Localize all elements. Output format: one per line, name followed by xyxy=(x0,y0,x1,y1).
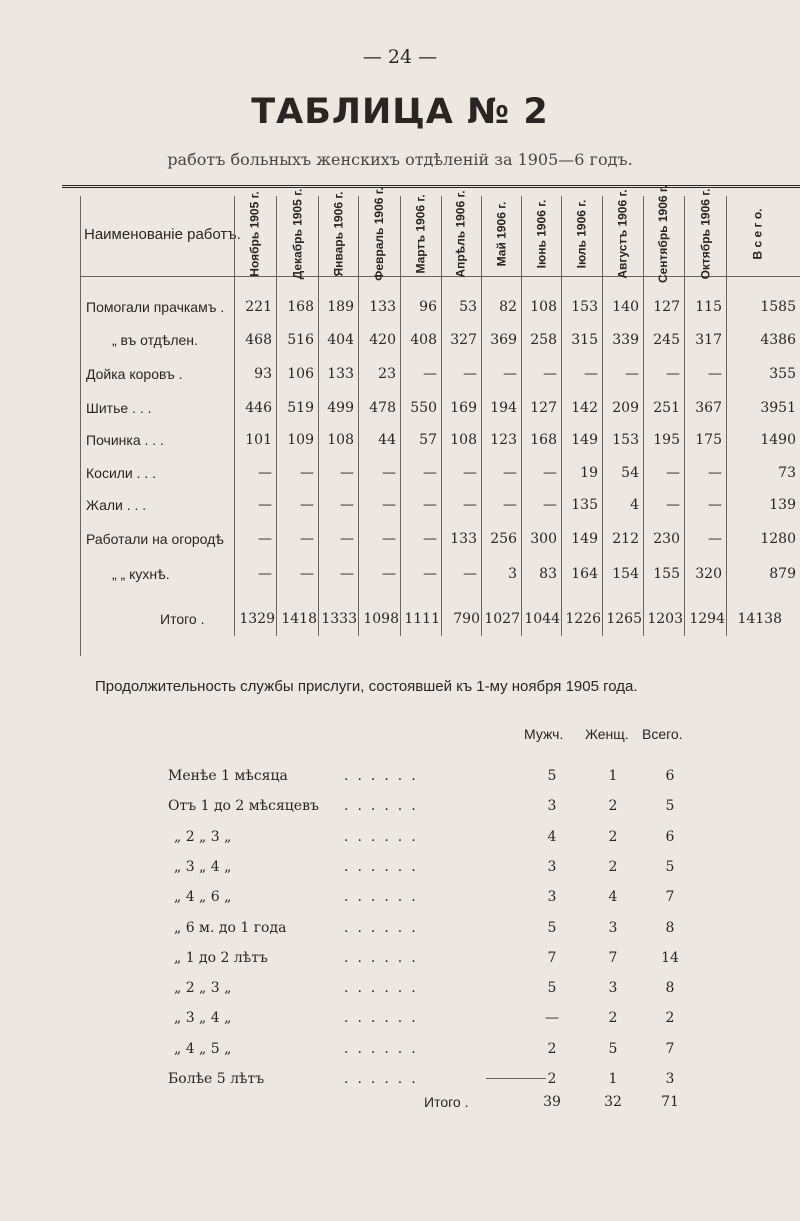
service-duration-title: Продолжительность службы прислуги, состоявшей къ 1-му ноября 1905 года. xyxy=(95,678,638,695)
table1-cell: 127 xyxy=(530,400,557,416)
table1-cell: 468 xyxy=(245,332,272,348)
table1-cell: 209 xyxy=(612,400,639,416)
table1-cell: 3951 xyxy=(760,400,796,416)
table1-row-label: Косили . . . xyxy=(86,465,157,481)
table1-column-header: Августъ 1906 г. xyxy=(615,189,630,279)
service-cell: 7 xyxy=(665,889,675,905)
service-cell: 3 xyxy=(608,920,618,936)
table1-cell: 189 xyxy=(327,299,354,315)
table1-cell: 108 xyxy=(530,299,557,315)
table1-cell: 96 xyxy=(419,299,437,315)
service-row-label: „ 3 „ 4 „ xyxy=(174,1010,232,1026)
table1-cell: — xyxy=(625,366,639,382)
service-cell: 6 xyxy=(665,768,675,784)
table1-cell: 82 xyxy=(499,299,517,315)
table1-cell: 1280 xyxy=(760,531,796,547)
table1-cell: 139 xyxy=(769,497,796,513)
service-total-cell: 39 xyxy=(543,1094,561,1110)
table1-total-cell: 1265 xyxy=(606,611,642,627)
service-cell: 2 xyxy=(547,1071,557,1087)
table1-cell: — xyxy=(300,465,314,481)
table1-cell: — xyxy=(708,465,722,481)
table1-cell: 23 xyxy=(378,366,396,382)
service-row-label: „ 2 „ 3 „ xyxy=(174,829,232,845)
table1-cell: 169 xyxy=(450,400,477,416)
table1-cell: 153 xyxy=(612,432,639,448)
table1-cell: 73 xyxy=(778,465,796,481)
table1-cell: — xyxy=(423,531,437,547)
page-title: ТАБЛИЦА № 2 xyxy=(251,92,549,132)
service-cell: 6 xyxy=(665,829,675,845)
table1-cell: 44 xyxy=(378,432,396,448)
table1-cell: — xyxy=(463,497,477,513)
table1-cell: — xyxy=(708,366,722,382)
table1-column-header: Апрѣль 1906 г. xyxy=(454,190,469,278)
table1-cell: 115 xyxy=(695,299,722,315)
service-cell: 2 xyxy=(665,1010,675,1026)
leader-dots: ...... xyxy=(344,768,425,784)
table1-cell: — xyxy=(708,531,722,547)
table1-cell: 4386 xyxy=(760,332,796,348)
table1-cell: — xyxy=(708,497,722,513)
table1-cell: 230 xyxy=(653,531,680,547)
table1-cell: 519 xyxy=(287,400,314,416)
table1-cell: 367 xyxy=(695,400,722,416)
table1-cell: — xyxy=(503,465,517,481)
table1-cell: — xyxy=(543,366,557,382)
table1-cell: 106 xyxy=(287,366,314,382)
leader-dots: ...... xyxy=(344,950,425,966)
leader-dots: ...... xyxy=(344,1010,425,1026)
table1-cell: 369 xyxy=(490,332,517,348)
service-total-cell: 32 xyxy=(604,1094,622,1110)
service-cell: 4 xyxy=(608,889,618,905)
table1-total-cell: 1333 xyxy=(321,611,357,627)
table1-cell: 168 xyxy=(287,299,314,315)
table1-cell: 212 xyxy=(612,531,639,547)
service-cell: 2 xyxy=(608,1010,618,1026)
table1-cell: 194 xyxy=(490,400,517,416)
table1-column-header: Мартъ 1906 г. xyxy=(413,194,428,274)
table1-cell: — xyxy=(543,465,557,481)
table1-cell: 93 xyxy=(254,366,272,382)
service-row-label: Болѣе 5 лѣтъ xyxy=(168,1071,265,1087)
service-cell: 8 xyxy=(665,920,675,936)
table1-cell: 3 xyxy=(508,566,517,582)
table1-total-cell: 1098 xyxy=(363,611,399,627)
service-cell: 5 xyxy=(608,1041,618,1057)
table1-cell: 1585 xyxy=(760,299,796,315)
table1-row-label: Шитье . . . xyxy=(86,400,152,416)
service-cell: 3 xyxy=(665,1071,675,1087)
table1-total-cell: 1044 xyxy=(524,611,560,627)
service-row-label: Отъ 1 до 2 мѣсяцевъ xyxy=(168,798,319,814)
service-cell: 7 xyxy=(547,950,557,966)
table1-cell: 355 xyxy=(769,366,796,382)
table-top-rule xyxy=(62,185,800,188)
table1-cell: 123 xyxy=(490,432,517,448)
service-total-label: Итого . xyxy=(424,1094,469,1110)
leader-dots: ...... xyxy=(344,798,425,814)
leader-dots: ...... xyxy=(344,859,425,875)
table1-cell: — xyxy=(503,497,517,513)
leader-dots: ...... xyxy=(344,980,425,996)
service-row-label: Менѣе 1 мѣсяца xyxy=(168,768,288,784)
table1-cell: 1490 xyxy=(760,432,796,448)
leader-dots: ...... xyxy=(344,889,425,905)
table1-cell: 108 xyxy=(450,432,477,448)
table1-column-header: Іюль 1906 г. xyxy=(574,199,589,269)
table1-cell: 135 xyxy=(571,497,598,513)
table1-cell: 300 xyxy=(530,531,557,547)
table1-total-cell: 1329 xyxy=(239,611,275,627)
table1-cell: — xyxy=(300,497,314,513)
table1-cell: — xyxy=(300,566,314,582)
table1-cell: 4 xyxy=(630,497,639,513)
table1-total-cell: 14138 xyxy=(737,611,782,627)
table1-cell: 108 xyxy=(327,432,354,448)
service-cell: 2 xyxy=(608,859,618,875)
table1-row-label: Дойка коровъ . xyxy=(86,366,183,382)
table1-cell: 127 xyxy=(653,299,680,315)
table1-cell: 133 xyxy=(327,366,354,382)
table1-cell: 83 xyxy=(539,566,557,582)
table1-cell: — xyxy=(463,566,477,582)
table1-name-header: Наименованіе работъ. xyxy=(84,226,241,243)
service-cell: 4 xyxy=(547,829,557,845)
table1-cell: 550 xyxy=(410,400,437,416)
table1-column-header: Сентябрь 1906 г. xyxy=(656,184,671,284)
table1-cell: 221 xyxy=(245,299,272,315)
page-subtitle: работъ больныхъ женскихъ отдѣленій за 1905—6 годъ. xyxy=(167,150,633,169)
table1-cell: 195 xyxy=(653,432,680,448)
table1-cell: — xyxy=(463,366,477,382)
service-cell: 5 xyxy=(547,980,557,996)
table1-row-label: „ „ кухнѣ. xyxy=(112,566,170,582)
table1-cell: — xyxy=(340,465,354,481)
table1-cell: 53 xyxy=(459,299,477,315)
table1-cell: 133 xyxy=(369,299,396,315)
table1-cell: 315 xyxy=(571,332,598,348)
table1-cell: 516 xyxy=(287,332,314,348)
table1-cell: — xyxy=(382,566,396,582)
table1-row-label: Жали . . . xyxy=(86,497,147,513)
table1-total-cell: 1226 xyxy=(565,611,601,627)
table1-cell: 478 xyxy=(369,400,396,416)
service-row-label: „ 1 до 2 лѣтъ xyxy=(174,950,268,966)
table1-cell: — xyxy=(258,566,272,582)
table1-cell: — xyxy=(382,531,396,547)
table1-cell: 258 xyxy=(530,332,557,348)
service-column-header: Женщ. xyxy=(585,726,629,742)
service-cell: 7 xyxy=(665,1041,675,1057)
service-cell: 3 xyxy=(547,889,557,905)
table1-cell: — xyxy=(382,497,396,513)
service-column-header: Всего. xyxy=(642,726,683,742)
leader-dots: ...... xyxy=(344,920,425,936)
service-cell: 5 xyxy=(547,768,557,784)
table1-cell: — xyxy=(543,497,557,513)
service-cell: 3 xyxy=(547,798,557,814)
table1-cell: 327 xyxy=(450,332,477,348)
table1-cell: 140 xyxy=(612,299,639,315)
service-total-cell: 71 xyxy=(661,1094,679,1110)
table1-cell: 317 xyxy=(695,332,722,348)
table1-total-cell: 1111 xyxy=(404,611,440,627)
table1-cell: 153 xyxy=(571,299,598,315)
service-cell: — xyxy=(545,1010,559,1026)
table1-column-header: Іюнь 1906 г. xyxy=(534,199,549,269)
table1-row-label: Починка . . . xyxy=(86,432,164,448)
table1-cell: — xyxy=(423,497,437,513)
service-row-label: „ 4 „ 5 „ xyxy=(174,1041,232,1057)
table1-total-label: Итого . xyxy=(160,611,205,627)
table1-cell: — xyxy=(340,566,354,582)
service-cell: 5 xyxy=(665,798,675,814)
table1-column-header: Май 1906 г. xyxy=(494,201,508,267)
table1-cell: — xyxy=(258,497,272,513)
table1-cell: 320 xyxy=(695,566,722,582)
table1-cell: 420 xyxy=(369,332,396,348)
table1-cell: 101 xyxy=(245,432,272,448)
table1-column-header: Январь 1906 г. xyxy=(331,191,345,277)
table1-cell: 168 xyxy=(530,432,557,448)
table1-row-label: Работали на огородѣ xyxy=(86,531,224,547)
table1-cell: 149 xyxy=(571,432,598,448)
table1-cell: — xyxy=(258,531,272,547)
table1-column-header: Ноябрь 1905 г. xyxy=(248,191,263,277)
table1-cell: 408 xyxy=(410,332,437,348)
table1-column-header: В с е г о. xyxy=(750,208,765,260)
service-cell: 14 xyxy=(661,950,679,966)
table1-cell: — xyxy=(423,366,437,382)
table1-cell: 57 xyxy=(419,432,437,448)
table1-cell: 19 xyxy=(580,465,598,481)
table1-cell: — xyxy=(340,531,354,547)
service-cell: 5 xyxy=(665,859,675,875)
table1-total-cell: 1294 xyxy=(689,611,725,627)
page-number: — 24 — xyxy=(362,46,438,68)
table1-header-rule xyxy=(80,276,800,277)
table1-cell: 251 xyxy=(653,400,680,416)
service-cell: 1 xyxy=(608,768,618,784)
table1-cell: 54 xyxy=(621,465,639,481)
table1-cell: 256 xyxy=(490,531,517,547)
table1-cell: — xyxy=(463,465,477,481)
table1-column-header: Февраль 1906 г. xyxy=(372,187,387,281)
leader-dots: ...... xyxy=(344,1041,425,1057)
table1-total-cell: 1418 xyxy=(281,611,317,627)
table1-cell: 149 xyxy=(571,531,598,547)
service-cell: 3 xyxy=(547,859,557,875)
service-column-header: Мужч. xyxy=(524,726,564,742)
table1-cell: — xyxy=(666,465,680,481)
table1-cell: — xyxy=(258,465,272,481)
table1-cell: — xyxy=(300,531,314,547)
table1-cell: 499 xyxy=(327,400,354,416)
leader-dots: ...... xyxy=(344,829,425,845)
table1-cell: — xyxy=(666,497,680,513)
service-row-label: „ 4 „ 6 „ xyxy=(174,889,232,905)
table1-cell: 164 xyxy=(571,566,598,582)
table1-column-header: Декабрь 1905 г. xyxy=(290,188,305,280)
table1-cell: — xyxy=(584,366,598,382)
service-row-label: „ 3 „ 4 „ xyxy=(174,859,232,875)
table1-cell: 339 xyxy=(612,332,639,348)
table1-cell: 154 xyxy=(612,566,639,582)
table1-cell: — xyxy=(423,566,437,582)
table1-cell: 404 xyxy=(327,332,354,348)
table1-cell: — xyxy=(340,497,354,513)
service-cell: 2 xyxy=(547,1041,557,1057)
table1-cell: 245 xyxy=(653,332,680,348)
service-cell: 1 xyxy=(608,1071,618,1087)
service-cell: 8 xyxy=(665,980,675,996)
table1-row-label: Помогали прачкамъ . xyxy=(86,299,225,315)
table1-cell: 155 xyxy=(653,566,680,582)
table1-row-label: „ въ отдѣлен. xyxy=(112,332,198,348)
table1-cell: 133 xyxy=(450,531,477,547)
service-cell: 2 xyxy=(608,798,618,814)
table1-cell: — xyxy=(503,366,517,382)
table1-cell: 879 xyxy=(769,566,796,582)
table1-total-cell: 790 xyxy=(453,611,480,627)
table1-cell: — xyxy=(423,465,437,481)
table1-cell: 109 xyxy=(287,432,314,448)
table1-column-header: Октябрь 1906 г. xyxy=(698,188,712,280)
table1-cell: 446 xyxy=(245,400,272,416)
table1-cell: — xyxy=(666,366,680,382)
service-cell: 2 xyxy=(608,829,618,845)
table1-total-cell: 1027 xyxy=(484,611,520,627)
leader-dots: ...... xyxy=(344,1071,425,1087)
service-cell: 7 xyxy=(608,950,618,966)
table1-cell: — xyxy=(382,465,396,481)
table1-total-cell: 1203 xyxy=(647,611,683,627)
service-row-label: „ 6 м. до 1 года xyxy=(174,920,287,936)
service-cell: 5 xyxy=(547,920,557,936)
service-row-label: „ 2 „ 3 „ xyxy=(174,980,232,996)
service-cell: 3 xyxy=(608,980,618,996)
table1-cell: 142 xyxy=(571,400,598,416)
table1-column-divider xyxy=(80,196,81,656)
table1-cell: 175 xyxy=(695,432,722,448)
